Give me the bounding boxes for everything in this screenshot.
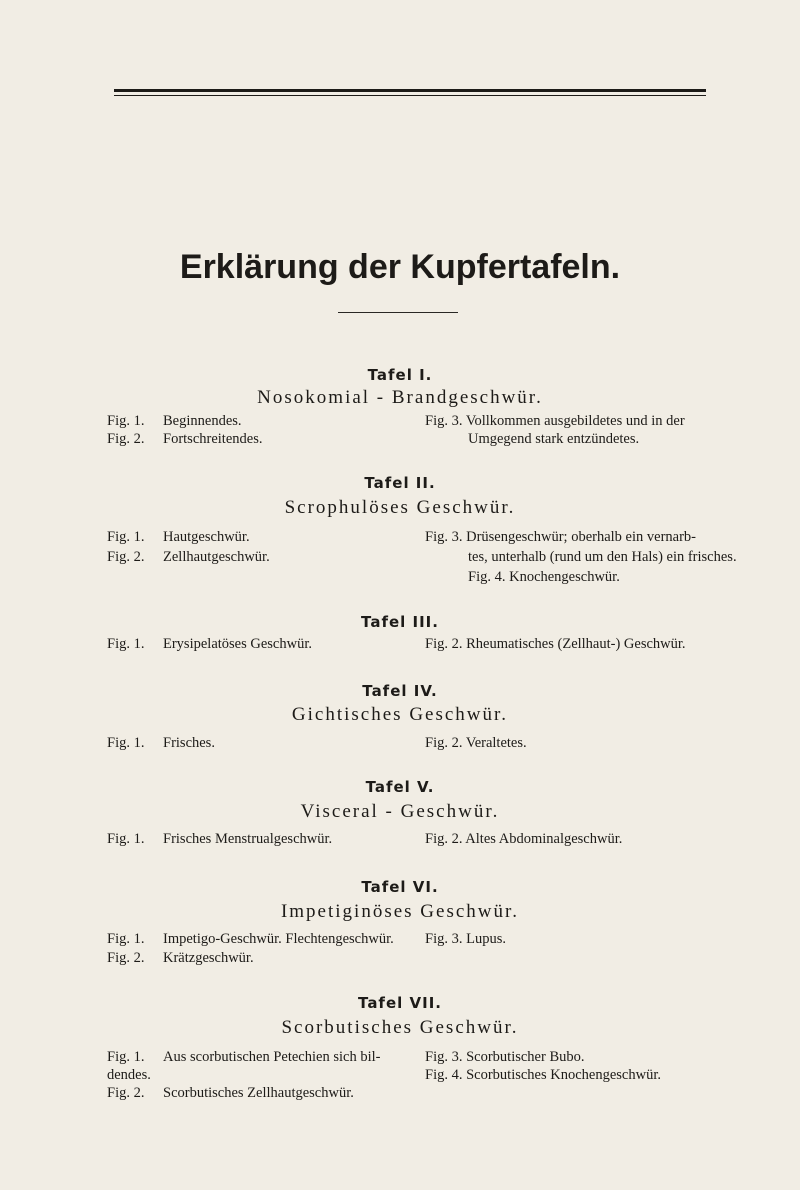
plate-6-label: Tafel VI. [361, 878, 439, 896]
plate-4-label: Tafel IV. [362, 682, 438, 700]
page-title: Erklärung der Kupfertafeln. [179, 248, 621, 286]
fig-text: Hautgeschwür. [163, 529, 250, 545]
plate-5-name: Visceral - Geschwür. [300, 801, 500, 822]
plate-1-label: Tafel I. [367, 366, 433, 384]
fig-text: Lupus. [466, 931, 506, 947]
fig-text: Erysipelatöses Geschwür. [163, 636, 312, 652]
plate-6-fig-3 [425, 930, 506, 948]
plate-2-fig-1 [107, 528, 250, 546]
fig-number: Fig. 1. [107, 831, 145, 847]
plate-1-name: Nosokomial - Brandgeschwür. [257, 387, 543, 408]
plate-1-fig-1 [107, 412, 242, 430]
plate-4-name: Gichtisches Geschwür. [291, 704, 509, 725]
fig-text: Frisches Menstrualgeschwür. [163, 831, 333, 847]
fig-text: Umgegend stark entzündetes. [468, 431, 640, 447]
plate-3-label: Tafel III. [361, 613, 439, 631]
fig-text: Vollkommen ausgebildetes und in der [465, 413, 685, 429]
fig-text: dendes. [107, 1067, 151, 1083]
fig-number: Fig. 4. [468, 569, 506, 585]
plate-7-fig-1-cont [107, 1066, 151, 1084]
plate-6-name: Impetiginöses Geschwür. [280, 901, 520, 922]
plate-4-fig-1 [107, 734, 215, 752]
fig-number: Fig. 2. [107, 431, 145, 447]
fig-text: Scorbutisches Zellhautgeschwür. [163, 1085, 354, 1101]
fig-text: Drüsengeschwür; oberhalb ein vernarb- [466, 529, 696, 545]
plate-2-fig-4 [468, 568, 620, 586]
plate-6-fig-2 [107, 949, 254, 967]
plate-2-fig-3-cont [468, 548, 737, 566]
fig-text: Beginnendes. [163, 413, 242, 429]
plate-7-name: Scorbutisches Geschwür. [281, 1017, 519, 1038]
fig-text: Scorbutischer Bubo. [466, 1049, 585, 1065]
top-rule-thin [114, 95, 706, 96]
plate-1-fig-3 [425, 412, 685, 430]
fig-number: Fig. 4. [425, 1067, 463, 1083]
fig-number: Fig. 1. [107, 735, 145, 751]
fig-number: Fig. 3. [425, 1049, 463, 1065]
fig-number: Fig. 2. [425, 735, 463, 751]
plate-7-fig-4 [425, 1066, 661, 1084]
fig-number: Fig. 1. [107, 529, 145, 545]
fig-number: Fig. 2. [107, 1085, 145, 1101]
plate-5-label: Tafel V. [365, 778, 435, 796]
fig-number: Fig. 2. [107, 950, 145, 966]
plate-6-fig-1 [107, 930, 394, 948]
fig-text: tes, unterhalb (rund um den Hals) ein frisches. [468, 549, 737, 565]
plate-7-fig-1 [107, 1048, 380, 1066]
plate-7-fig-3 [425, 1048, 585, 1066]
fig-number: Fig. 1. [107, 1049, 145, 1065]
fig-number: Fig. 2. [425, 831, 463, 847]
plate-3-fig-2 [425, 635, 686, 653]
top-rule-thick [114, 89, 706, 92]
plate-2-label: Tafel II. [364, 474, 436, 492]
title-divider [338, 312, 458, 313]
fig-number: Fig. 1. [107, 413, 145, 429]
fig-number: Fig. 2. [425, 636, 463, 652]
plate-1-fig-3-cont [468, 430, 639, 448]
fig-number: Fig. 2. [107, 549, 145, 565]
plate-1-fig-2 [107, 430, 262, 448]
plate-3-fig-1 [107, 635, 312, 653]
plate-2-name: Scrophulöses Geschwür. [284, 497, 516, 518]
fig-text: Rheumatisches (Zellhaut-) Geschwür. [466, 636, 686, 652]
fig-text: Zellhautgeschwür. [163, 549, 270, 565]
plate-2-fig-2 [107, 548, 270, 566]
plate-5-fig-1 [107, 830, 332, 848]
fig-text: Veraltetes. [465, 735, 527, 751]
plate-5-fig-2 [425, 830, 622, 848]
fig-text: Fortschreitendes. [163, 431, 263, 447]
fig-text: Scorbutisches Knochengeschwür. [466, 1067, 661, 1083]
fig-text: Frisches. [163, 735, 215, 751]
fig-text: Knochengeschwür. [509, 569, 620, 585]
plate-7-label: Tafel VII. [358, 994, 442, 1012]
fig-number: Fig. 3. [425, 413, 463, 429]
plate-4-fig-2 [425, 734, 527, 752]
fig-number: Fig. 3. [425, 529, 463, 545]
fig-number: Fig. 1. [107, 636, 145, 652]
plate-7-fig-2 [107, 1084, 354, 1102]
fig-text: Krätzgeschwür. [163, 950, 254, 966]
fig-number: Fig. 3. [425, 931, 463, 947]
fig-number: Fig. 1. [107, 931, 145, 947]
fig-text: Altes Abdominalgeschwür. [465, 831, 623, 847]
fig-text: Aus scorbutischen Petechien sich bil- [163, 1049, 381, 1065]
fig-text: Impetigo-Geschwür. Flechtengeschwür. [163, 931, 394, 947]
plate-2-fig-3 [425, 528, 696, 546]
